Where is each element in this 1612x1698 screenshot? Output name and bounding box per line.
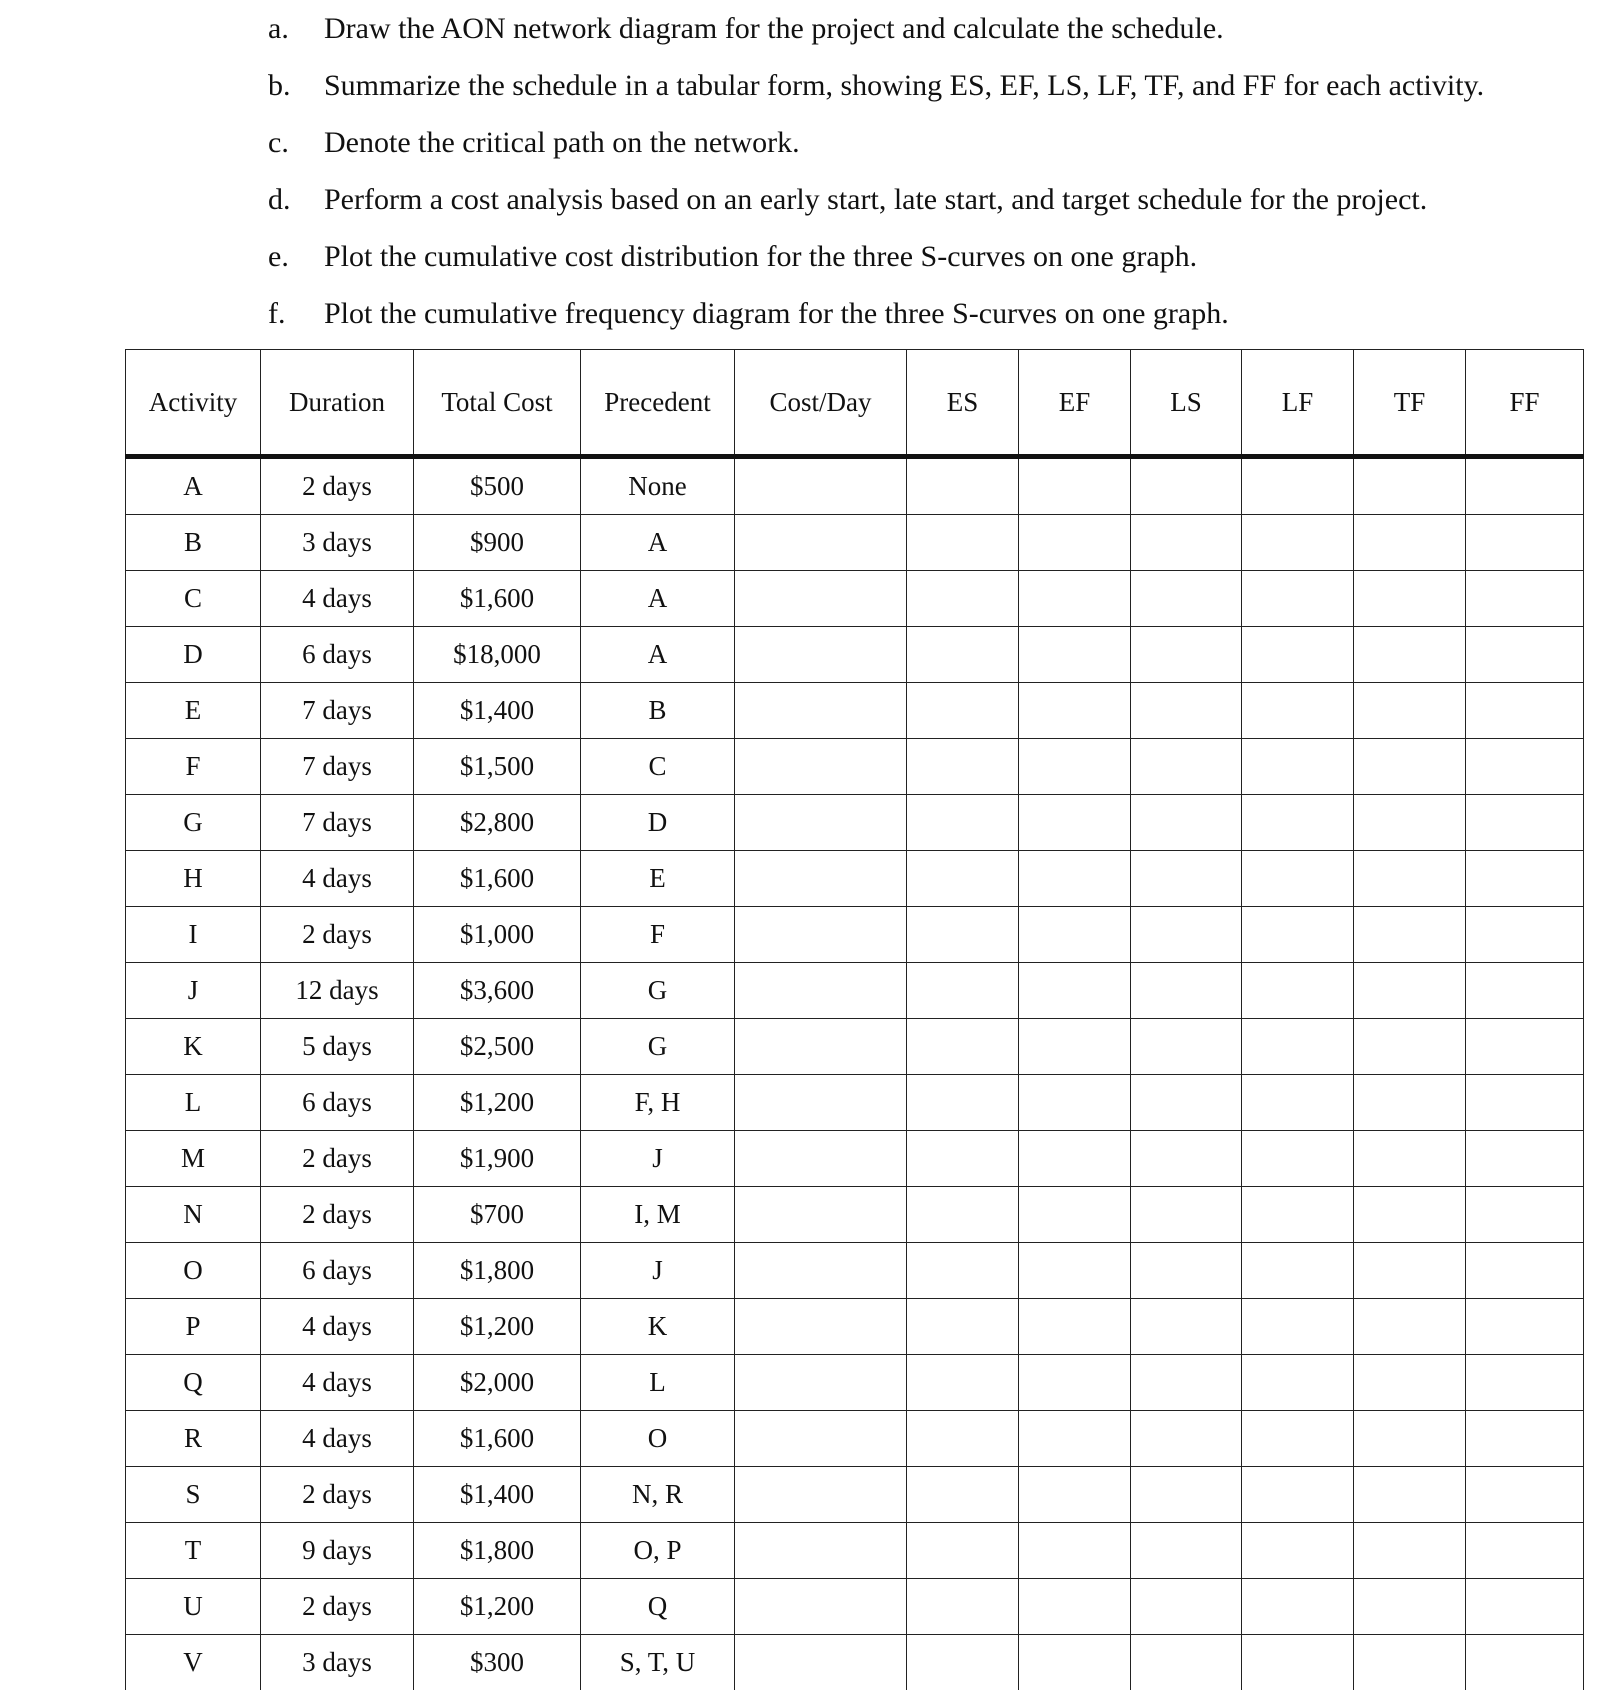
lf-cell[interactable] bbox=[1242, 571, 1354, 627]
instruction-letter: a. bbox=[268, 12, 289, 45]
duration-cell: 3 days bbox=[261, 515, 414, 571]
ef-cell[interactable] bbox=[1019, 1467, 1131, 1523]
duration-cell: 2 days bbox=[261, 457, 414, 515]
es-cell[interactable] bbox=[907, 1187, 1019, 1243]
es-cell[interactable] bbox=[907, 739, 1019, 795]
ff-cell[interactable] bbox=[1466, 963, 1584, 1019]
ef-cell[interactable] bbox=[1019, 851, 1131, 907]
cost-per-day-cell[interactable] bbox=[735, 795, 907, 851]
table-row bbox=[126, 851, 1584, 907]
tf-cell[interactable] bbox=[1354, 1075, 1466, 1131]
table-row bbox=[126, 1019, 1584, 1075]
table-row bbox=[126, 963, 1584, 1019]
instruction-c bbox=[268, 114, 1598, 171]
instructions-list bbox=[268, 0, 1598, 342]
ff-cell[interactable] bbox=[1466, 1635, 1584, 1691]
cost-per-day-cell[interactable] bbox=[735, 1019, 907, 1075]
es-cell[interactable] bbox=[907, 627, 1019, 683]
es-cell[interactable] bbox=[907, 1523, 1019, 1579]
table-row bbox=[126, 1579, 1584, 1635]
duration-cell: 6 days bbox=[261, 1243, 414, 1299]
activity-cell: H bbox=[126, 851, 261, 907]
duration-cell: 6 days bbox=[261, 1075, 414, 1131]
precedent-cell: None bbox=[581, 457, 735, 515]
cost-per-day-cell[interactable] bbox=[735, 1355, 907, 1411]
instruction-b bbox=[268, 57, 1598, 114]
precedent-cell: G bbox=[581, 963, 735, 1019]
tf-cell[interactable] bbox=[1354, 627, 1466, 683]
lf-cell[interactable] bbox=[1242, 515, 1354, 571]
ls-cell[interactable] bbox=[1131, 1243, 1242, 1299]
precedent-cell: E bbox=[581, 851, 735, 907]
cost-per-day-cell[interactable] bbox=[735, 683, 907, 739]
ff-cell[interactable] bbox=[1466, 457, 1584, 515]
precedent-cell: O, P bbox=[581, 1523, 735, 1579]
table-row bbox=[126, 1635, 1584, 1691]
total-cost-cell: $300 bbox=[414, 1635, 581, 1691]
ef-cell[interactable] bbox=[1019, 1411, 1131, 1467]
lf-cell[interactable] bbox=[1242, 1019, 1354, 1075]
duration-cell: 4 days bbox=[261, 1355, 414, 1411]
precedent-cell: A bbox=[581, 571, 735, 627]
table-row bbox=[126, 1523, 1584, 1579]
ls-cell[interactable] bbox=[1131, 1019, 1242, 1075]
precedent-cell: J bbox=[581, 1243, 735, 1299]
es-cell[interactable] bbox=[907, 1131, 1019, 1187]
table-row bbox=[126, 1187, 1584, 1243]
precedent-cell: L bbox=[581, 1355, 735, 1411]
ff-cell[interactable] bbox=[1466, 515, 1584, 571]
es-cell[interactable] bbox=[907, 1299, 1019, 1355]
duration-cell: 2 days bbox=[261, 1131, 414, 1187]
ls-cell[interactable] bbox=[1131, 627, 1242, 683]
instruction-letter: e. bbox=[268, 240, 289, 273]
ef-cell[interactable] bbox=[1019, 1635, 1131, 1691]
duration-cell: 4 days bbox=[261, 1411, 414, 1467]
table-row bbox=[126, 907, 1584, 963]
tf-cell[interactable] bbox=[1354, 963, 1466, 1019]
header-ls: LS bbox=[1131, 350, 1242, 457]
header-row bbox=[126, 350, 1584, 457]
tf-cell[interactable] bbox=[1354, 571, 1466, 627]
es-cell[interactable] bbox=[907, 1635, 1019, 1691]
ls-cell[interactable] bbox=[1131, 1523, 1242, 1579]
cost-per-day-cell[interactable] bbox=[735, 515, 907, 571]
ls-cell[interactable] bbox=[1131, 1187, 1242, 1243]
ef-cell[interactable] bbox=[1019, 1187, 1131, 1243]
duration-cell: 7 days bbox=[261, 795, 414, 851]
ff-cell[interactable] bbox=[1466, 627, 1584, 683]
ff-cell[interactable] bbox=[1466, 1355, 1584, 1411]
ls-cell[interactable] bbox=[1131, 963, 1242, 1019]
duration-cell: 2 days bbox=[261, 1187, 414, 1243]
instruction-text: Summarize the schedule in a tabular form, showing ES, EF, LS, LF, TF, and FF for each activity. bbox=[324, 69, 1485, 102]
total-cost-cell: $1,400 bbox=[414, 683, 581, 739]
activity-cell: P bbox=[126, 1299, 261, 1355]
header-duration: Duration bbox=[261, 350, 414, 457]
ls-cell[interactable] bbox=[1131, 907, 1242, 963]
activity-cell: I bbox=[126, 907, 261, 963]
cost-per-day-cell[interactable] bbox=[735, 457, 907, 515]
total-cost-cell: $1,200 bbox=[414, 1579, 581, 1635]
instruction-letter: c. bbox=[268, 126, 289, 159]
precedent-cell: O bbox=[581, 1411, 735, 1467]
precedent-cell: B bbox=[581, 683, 735, 739]
ls-cell[interactable] bbox=[1131, 683, 1242, 739]
ff-cell[interactable] bbox=[1466, 795, 1584, 851]
duration-cell: 7 days bbox=[261, 683, 414, 739]
instruction-e bbox=[268, 228, 1598, 285]
duration-cell: 7 days bbox=[261, 739, 414, 795]
ff-cell[interactable] bbox=[1466, 1523, 1584, 1579]
ef-cell[interactable] bbox=[1019, 515, 1131, 571]
lf-cell[interactable] bbox=[1242, 851, 1354, 907]
ff-cell[interactable] bbox=[1466, 571, 1584, 627]
precedent-cell: N, R bbox=[581, 1467, 735, 1523]
tf-cell[interactable] bbox=[1354, 739, 1466, 795]
table-row bbox=[126, 457, 1584, 515]
precedent-cell: F, H bbox=[581, 1075, 735, 1131]
cost-per-day-cell[interactable] bbox=[735, 1187, 907, 1243]
lf-cell[interactable] bbox=[1242, 1411, 1354, 1467]
duration-cell: 6 days bbox=[261, 627, 414, 683]
ff-cell[interactable] bbox=[1466, 1075, 1584, 1131]
table-row bbox=[126, 739, 1584, 795]
es-cell[interactable] bbox=[907, 1355, 1019, 1411]
instruction-d bbox=[268, 171, 1598, 228]
precedent-cell: F bbox=[581, 907, 735, 963]
activity-cell: U bbox=[126, 1579, 261, 1635]
total-cost-cell: $18,000 bbox=[414, 627, 581, 683]
es-cell[interactable] bbox=[907, 1075, 1019, 1131]
ff-cell[interactable] bbox=[1466, 851, 1584, 907]
es-cell[interactable] bbox=[907, 851, 1019, 907]
total-cost-cell: $900 bbox=[414, 515, 581, 571]
tf-cell[interactable] bbox=[1354, 907, 1466, 963]
ef-cell[interactable] bbox=[1019, 457, 1131, 515]
total-cost-cell: $1,900 bbox=[414, 1131, 581, 1187]
lf-cell[interactable] bbox=[1242, 457, 1354, 515]
header-es: ES bbox=[907, 350, 1019, 457]
duration-cell: 2 days bbox=[261, 1467, 414, 1523]
tf-cell[interactable] bbox=[1354, 1187, 1466, 1243]
instruction-text: Draw the AON network diagram for the project and calculate the schedule. bbox=[324, 12, 1224, 45]
ef-cell[interactable] bbox=[1019, 1299, 1131, 1355]
lf-cell[interactable] bbox=[1242, 1075, 1354, 1131]
total-cost-cell: $1,200 bbox=[414, 1075, 581, 1131]
cost-per-day-cell[interactable] bbox=[735, 1243, 907, 1299]
ef-cell[interactable] bbox=[1019, 1579, 1131, 1635]
cost-per-day-cell[interactable] bbox=[735, 963, 907, 1019]
ls-cell[interactable] bbox=[1131, 851, 1242, 907]
lf-cell[interactable] bbox=[1242, 1243, 1354, 1299]
ls-cell[interactable] bbox=[1131, 1635, 1242, 1691]
table-row bbox=[126, 627, 1584, 683]
ef-cell[interactable] bbox=[1019, 1019, 1131, 1075]
duration-cell: 5 days bbox=[261, 1019, 414, 1075]
ls-cell[interactable] bbox=[1131, 1579, 1242, 1635]
activity-cell: G bbox=[126, 795, 261, 851]
activity-cell: A bbox=[126, 457, 261, 515]
tf-cell[interactable] bbox=[1354, 457, 1466, 515]
activity-cell: T bbox=[126, 1523, 261, 1579]
precedent-cell: K bbox=[581, 1299, 735, 1355]
table-row bbox=[126, 1131, 1584, 1187]
ff-cell[interactable] bbox=[1466, 1243, 1584, 1299]
activity-cell: K bbox=[126, 1019, 261, 1075]
table-row bbox=[126, 1243, 1584, 1299]
instruction-a bbox=[268, 0, 1598, 57]
table-row bbox=[126, 1355, 1584, 1411]
activity-cell: F bbox=[126, 739, 261, 795]
lf-cell[interactable] bbox=[1242, 1635, 1354, 1691]
ef-cell[interactable] bbox=[1019, 795, 1131, 851]
activity-cell: C bbox=[126, 571, 261, 627]
total-cost-cell: $1,600 bbox=[414, 851, 581, 907]
cost-per-day-cell[interactable] bbox=[735, 739, 907, 795]
precedent-cell: J bbox=[581, 1131, 735, 1187]
tf-cell[interactable] bbox=[1354, 515, 1466, 571]
tf-cell[interactable] bbox=[1354, 1355, 1466, 1411]
ef-cell[interactable] bbox=[1019, 739, 1131, 795]
lf-cell[interactable] bbox=[1242, 1131, 1354, 1187]
lf-cell[interactable] bbox=[1242, 683, 1354, 739]
duration-cell: 4 days bbox=[261, 1299, 414, 1355]
table-row bbox=[126, 795, 1584, 851]
cost-per-day-cell[interactable] bbox=[735, 1635, 907, 1691]
ff-cell[interactable] bbox=[1466, 1467, 1584, 1523]
tf-cell[interactable] bbox=[1354, 851, 1466, 907]
table-row bbox=[126, 1299, 1584, 1355]
ls-cell[interactable] bbox=[1131, 795, 1242, 851]
total-cost-cell: $3,600 bbox=[414, 963, 581, 1019]
ls-cell[interactable] bbox=[1131, 1299, 1242, 1355]
table-row bbox=[126, 1411, 1584, 1467]
activity-cell: R bbox=[126, 1411, 261, 1467]
schedule-body bbox=[126, 457, 1584, 1691]
activity-cell: M bbox=[126, 1131, 261, 1187]
cost-per-day-cell[interactable] bbox=[735, 1411, 907, 1467]
activity-cell: D bbox=[126, 627, 261, 683]
lf-cell[interactable] bbox=[1242, 1355, 1354, 1411]
precedent-cell: A bbox=[581, 627, 735, 683]
activity-cell: O bbox=[126, 1243, 261, 1299]
duration-cell: 12 days bbox=[261, 963, 414, 1019]
duration-cell: 2 days bbox=[261, 1579, 414, 1635]
header-tf: TF bbox=[1354, 350, 1466, 457]
tf-cell[interactable] bbox=[1354, 1411, 1466, 1467]
tf-cell[interactable] bbox=[1354, 1299, 1466, 1355]
tf-cell[interactable] bbox=[1354, 1243, 1466, 1299]
table-row bbox=[126, 683, 1584, 739]
instruction-letter: b. bbox=[268, 69, 291, 102]
ef-cell[interactable] bbox=[1019, 1131, 1131, 1187]
ls-cell[interactable] bbox=[1131, 457, 1242, 515]
ff-cell[interactable] bbox=[1466, 1299, 1584, 1355]
cost-per-day-cell[interactable] bbox=[735, 1523, 907, 1579]
es-cell[interactable] bbox=[907, 1411, 1019, 1467]
ef-cell[interactable] bbox=[1019, 627, 1131, 683]
precedent-cell: Q bbox=[581, 1579, 735, 1635]
instruction-text: Plot the cumulative cost distribution for the three S-curves on one graph. bbox=[324, 240, 1198, 273]
total-cost-cell: $1,200 bbox=[414, 1299, 581, 1355]
ef-cell[interactable] bbox=[1019, 1355, 1131, 1411]
instruction-text: Plot the cumulative frequency diagram for the three S-curves on one graph. bbox=[324, 297, 1229, 330]
instruction-letter: d. bbox=[268, 183, 291, 216]
lf-cell[interactable] bbox=[1242, 963, 1354, 1019]
total-cost-cell: $500 bbox=[414, 457, 581, 515]
duration-cell: 4 days bbox=[261, 851, 414, 907]
schedule-table bbox=[125, 349, 1584, 1690]
tf-cell[interactable] bbox=[1354, 1467, 1466, 1523]
cost-per-day-cell[interactable] bbox=[735, 627, 907, 683]
activity-cell: N bbox=[126, 1187, 261, 1243]
ls-cell[interactable] bbox=[1131, 1467, 1242, 1523]
ls-cell[interactable] bbox=[1131, 515, 1242, 571]
cost-per-day-cell[interactable] bbox=[735, 1131, 907, 1187]
total-cost-cell: $1,600 bbox=[414, 1411, 581, 1467]
total-cost-cell: $700 bbox=[414, 1187, 581, 1243]
tf-cell[interactable] bbox=[1354, 795, 1466, 851]
ef-cell[interactable] bbox=[1019, 907, 1131, 963]
ff-cell[interactable] bbox=[1466, 907, 1584, 963]
ef-cell[interactable] bbox=[1019, 571, 1131, 627]
total-cost-cell: $1,800 bbox=[414, 1523, 581, 1579]
total-cost-cell: $2,800 bbox=[414, 795, 581, 851]
tf-cell[interactable] bbox=[1354, 1131, 1466, 1187]
header-ff: FF bbox=[1466, 350, 1584, 457]
lf-cell[interactable] bbox=[1242, 1299, 1354, 1355]
es-cell[interactable] bbox=[907, 571, 1019, 627]
activity-cell: Q bbox=[126, 1355, 261, 1411]
header-activity: Activity bbox=[126, 350, 261, 457]
cost-per-day-cell[interactable] bbox=[735, 571, 907, 627]
es-cell[interactable] bbox=[907, 1243, 1019, 1299]
header-precedent: Precedent bbox=[581, 350, 735, 457]
table-row bbox=[126, 571, 1584, 627]
cost-per-day-cell[interactable] bbox=[735, 851, 907, 907]
table-row bbox=[126, 1467, 1584, 1523]
es-cell[interactable] bbox=[907, 515, 1019, 571]
ff-cell[interactable] bbox=[1466, 683, 1584, 739]
ef-cell[interactable] bbox=[1019, 1523, 1131, 1579]
lf-cell[interactable] bbox=[1242, 795, 1354, 851]
total-cost-cell: $1,800 bbox=[414, 1243, 581, 1299]
ls-cell[interactable] bbox=[1131, 571, 1242, 627]
activity-cell: L bbox=[126, 1075, 261, 1131]
cost-per-day-cell[interactable] bbox=[735, 1467, 907, 1523]
ff-cell[interactable] bbox=[1466, 739, 1584, 795]
es-cell[interactable] bbox=[907, 963, 1019, 1019]
tf-cell[interactable] bbox=[1354, 1019, 1466, 1075]
ef-cell[interactable] bbox=[1019, 963, 1131, 1019]
ls-cell[interactable] bbox=[1131, 1075, 1242, 1131]
ef-cell[interactable] bbox=[1019, 1243, 1131, 1299]
tf-cell[interactable] bbox=[1354, 1635, 1466, 1691]
activity-cell: S bbox=[126, 1467, 261, 1523]
total-cost-cell: $2,000 bbox=[414, 1355, 581, 1411]
instruction-text: Denote the critical path on the network. bbox=[324, 126, 800, 159]
es-cell[interactable] bbox=[907, 683, 1019, 739]
ff-cell[interactable] bbox=[1466, 1579, 1584, 1635]
header-ef: EF bbox=[1019, 350, 1131, 457]
instruction-f bbox=[268, 285, 1598, 342]
es-cell[interactable] bbox=[907, 1467, 1019, 1523]
precedent-cell: G bbox=[581, 1019, 735, 1075]
instruction-text: Perform a cost analysis based on an early start, late start, and target schedule for the project. bbox=[324, 183, 1428, 216]
lf-cell[interactable] bbox=[1242, 907, 1354, 963]
precedent-cell: D bbox=[581, 795, 735, 851]
tf-cell[interactable] bbox=[1354, 1523, 1466, 1579]
lf-cell[interactable] bbox=[1242, 627, 1354, 683]
table-row bbox=[126, 1075, 1584, 1131]
ls-cell[interactable] bbox=[1131, 1355, 1242, 1411]
lf-cell[interactable] bbox=[1242, 1523, 1354, 1579]
table-row bbox=[126, 515, 1584, 571]
tf-cell[interactable] bbox=[1354, 683, 1466, 739]
duration-cell: 2 days bbox=[261, 907, 414, 963]
es-cell[interactable] bbox=[907, 457, 1019, 515]
cost-per-day-cell[interactable] bbox=[735, 1299, 907, 1355]
lf-cell[interactable] bbox=[1242, 1579, 1354, 1635]
lf-cell[interactable] bbox=[1242, 1467, 1354, 1523]
precedent-cell: C bbox=[581, 739, 735, 795]
total-cost-cell: $1,000 bbox=[414, 907, 581, 963]
duration-cell: 3 days bbox=[261, 1635, 414, 1691]
duration-cell: 4 days bbox=[261, 571, 414, 627]
activity-cell: E bbox=[126, 683, 261, 739]
precedent-cell: I, M bbox=[581, 1187, 735, 1243]
activity-cell: J bbox=[126, 963, 261, 1019]
tf-cell[interactable] bbox=[1354, 1579, 1466, 1635]
total-cost-cell: $1,500 bbox=[414, 739, 581, 795]
total-cost-cell: $2,500 bbox=[414, 1019, 581, 1075]
duration-cell: 9 days bbox=[261, 1523, 414, 1579]
precedent-cell: A bbox=[581, 515, 735, 571]
ef-cell[interactable] bbox=[1019, 1075, 1131, 1131]
total-cost-cell: $1,600 bbox=[414, 571, 581, 627]
es-cell[interactable] bbox=[907, 907, 1019, 963]
es-cell[interactable] bbox=[907, 1579, 1019, 1635]
header-total-cost: Total Cost bbox=[414, 350, 581, 457]
ff-cell[interactable] bbox=[1466, 1187, 1584, 1243]
lf-cell[interactable] bbox=[1242, 1187, 1354, 1243]
ff-cell[interactable] bbox=[1466, 1411, 1584, 1467]
header-lf: LF bbox=[1242, 350, 1354, 457]
cost-per-day-cell[interactable] bbox=[735, 1579, 907, 1635]
cost-per-day-cell[interactable] bbox=[735, 1075, 907, 1131]
precedent-cell: S, T, U bbox=[581, 1635, 735, 1691]
ef-cell[interactable] bbox=[1019, 683, 1131, 739]
lf-cell[interactable] bbox=[1242, 739, 1354, 795]
ls-cell[interactable] bbox=[1131, 1131, 1242, 1187]
ls-cell[interactable] bbox=[1131, 739, 1242, 795]
header-cost-per-day: Cost/Day bbox=[735, 350, 907, 457]
es-cell[interactable] bbox=[907, 1019, 1019, 1075]
ff-cell[interactable] bbox=[1466, 1019, 1584, 1075]
cost-per-day-cell[interactable] bbox=[735, 907, 907, 963]
activity-cell: V bbox=[126, 1635, 261, 1691]
ff-cell[interactable] bbox=[1466, 1131, 1584, 1187]
es-cell[interactable] bbox=[907, 795, 1019, 851]
total-cost-cell: $1,400 bbox=[414, 1467, 581, 1523]
ls-cell[interactable] bbox=[1131, 1411, 1242, 1467]
instruction-letter: f. bbox=[268, 297, 286, 330]
activity-cell: B bbox=[126, 515, 261, 571]
